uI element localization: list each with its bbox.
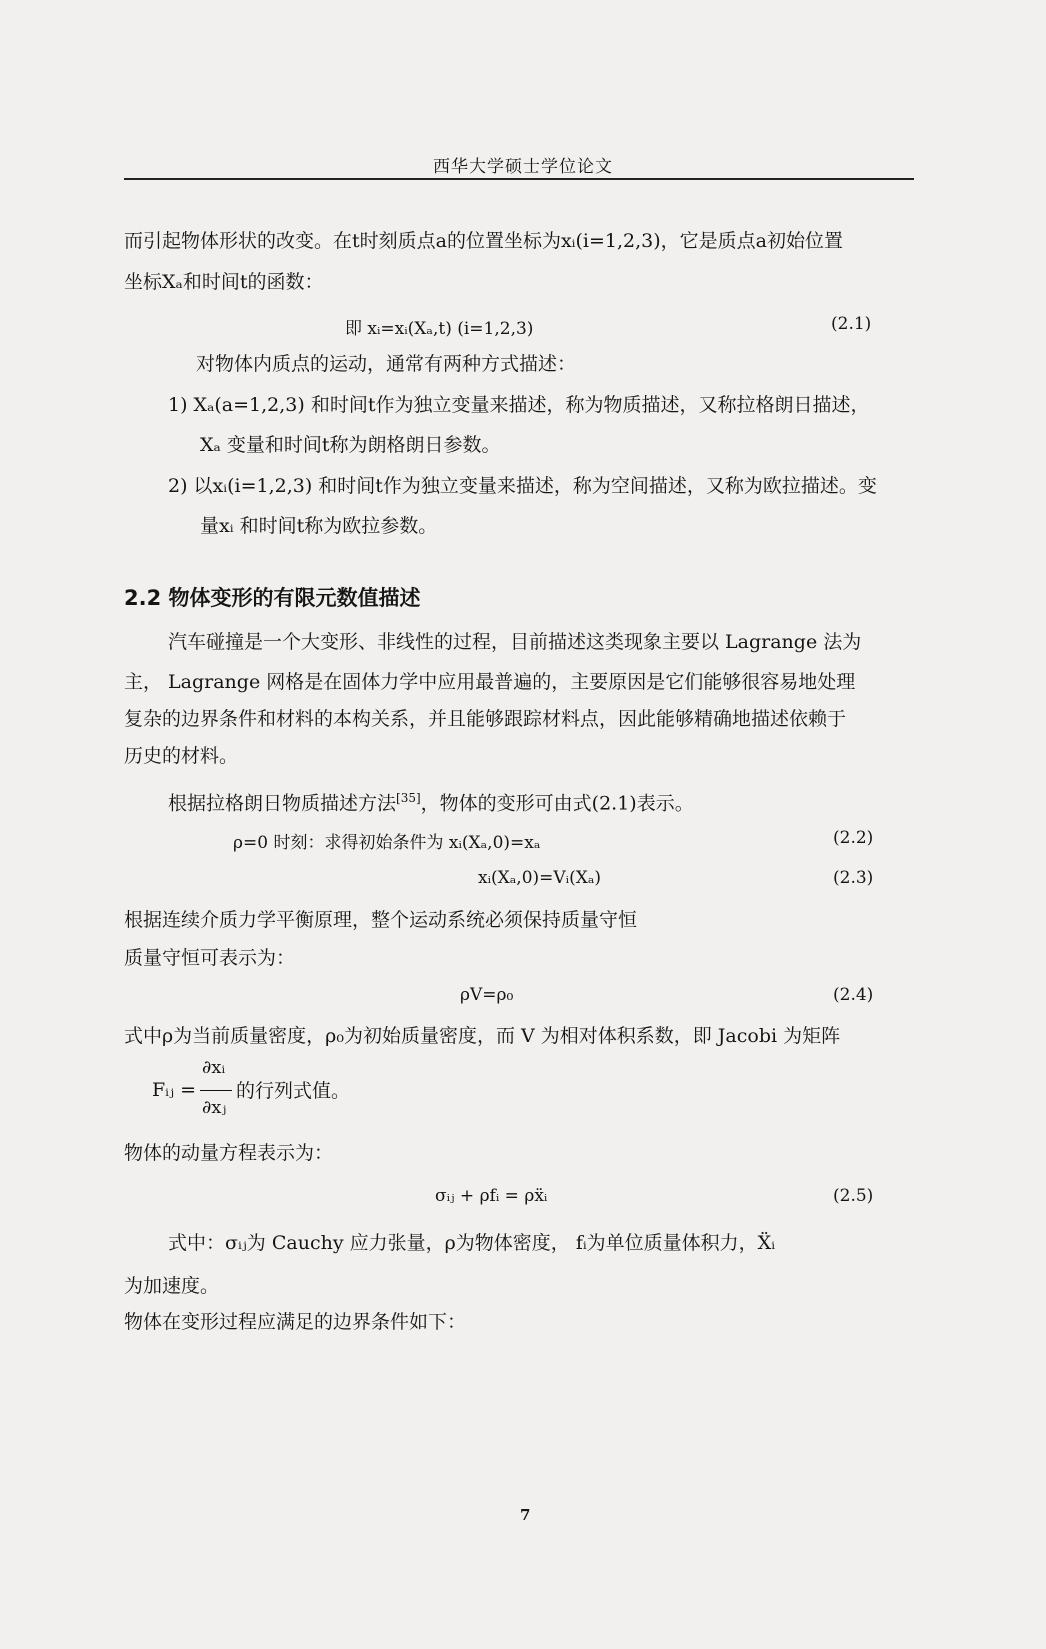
equation-2-2: ρ=0 时刻：求得初始条件为 xᵢ(Xₐ,0)=xₐ: [233, 833, 541, 853]
equation-number: (2.4): [833, 985, 874, 1005]
paragraph-line: 式中：σᵢⱼ为 Cauchy 应力张量，ρ为物体密度， fᵢ为单位质量体积力，Ẍᵢ: [168, 1232, 776, 1254]
fraction-numerator: ∂xᵢ: [202, 1057, 226, 1078]
paragraph-line: 质量守恒可表示为：: [124, 947, 296, 969]
paragraph-text: ，物体的变形可由式(2.1)表示。: [420, 792, 694, 815]
paragraph-line: 根据连续介质力学平衡原理，整个运动系统必须保持质量守恒: [124, 909, 638, 931]
fraction-denominator: ∂xⱼ: [202, 1097, 227, 1118]
equation-2-3: xᵢ(Xₐ,0)=Vᵢ(Xₐ): [478, 868, 602, 888]
list-item-1-cont: Xₐ 变量和时间t称为朗格朗日参数。: [200, 434, 501, 456]
equation-2-4: ρV=ρ₀: [460, 985, 514, 1005]
paragraph-line: 物体在变形过程应满足的边界条件如下：: [124, 1311, 467, 1333]
fraction-lhs: Fᵢⱼ =: [152, 1079, 196, 1101]
fraction-bar: [200, 1090, 232, 1091]
list-item-2: 2) 以xᵢ(i=1,2,3) 和时间t作为独立变量来描述，称为空间描述，又称为欧拉描述。变: [168, 475, 877, 497]
paragraph-line: 为加速度。: [124, 1275, 220, 1297]
equation-2-1: 即 xᵢ=xᵢ(Xₐ,t) (i=1,2,3): [345, 319, 534, 339]
equation-number: (2.3): [833, 868, 874, 888]
header-rule: [124, 178, 914, 180]
equation-number: (2.5): [833, 1186, 874, 1206]
paragraph-line: 的行列式值。: [236, 1080, 351, 1102]
paragraph-line: 而引起物体形状的改变。在t时刻质点a的位置坐标为xᵢ(i=1,2,3)，它是质点a初始位置: [124, 230, 843, 252]
list-item-1: 1) Xₐ(a=1,2,3) 和时间t作为独立变量来描述，称为物质描述，又称拉格朗日描述，: [168, 394, 870, 416]
paragraph-text: 根据拉格朗日物质描述方法: [168, 792, 397, 815]
page-number: 7: [520, 1506, 531, 1524]
paragraph-line: 历史的材料。: [124, 745, 239, 767]
paragraph-line: 主， Lagrange 网格是在固体力学中应用最普遍的，主要原因是它们能够很容易地处理: [124, 671, 856, 693]
list-item-2-cont: 量xᵢ 和时间t称为欧拉参数。: [200, 515, 438, 537]
jacobian-fraction: [152, 1057, 236, 1129]
paragraph-line: [168, 786, 694, 815]
equation-2-5: σᵢⱼ + ρfᵢ = ρẍᵢ: [435, 1186, 548, 1206]
paragraph-line: 物体的动量方程表示为：: [124, 1142, 334, 1164]
paragraph-line: 坐标Xₐ和时间t的函数：: [124, 271, 324, 293]
citation-ref: [35]: [396, 791, 421, 805]
paragraph-line: 汽车碰撞是一个大变形、非线性的过程，目前描述这类现象主要以 Lagrange 法为: [168, 631, 862, 653]
equation-number: (2.2): [833, 828, 874, 848]
equation-number: (2.1): [831, 314, 872, 334]
paragraph-line: 复杂的边界条件和材料的本构关系，并且能够跟踪材料点，因此能够精确地描述依赖于: [124, 708, 847, 730]
section-heading: 2.2 物体变形的有限元数值描述: [124, 586, 421, 610]
running-header: 西华大学硕士学位论文: [433, 157, 613, 177]
paragraph-line: 对物体内质点的运动，通常有两种方式描述：: [196, 353, 577, 375]
paragraph-line: 式中ρ为当前质量密度，ρ₀为初始质量密度，而 V 为相对体积系数，即 Jacobi 为矩阵: [124, 1025, 841, 1047]
